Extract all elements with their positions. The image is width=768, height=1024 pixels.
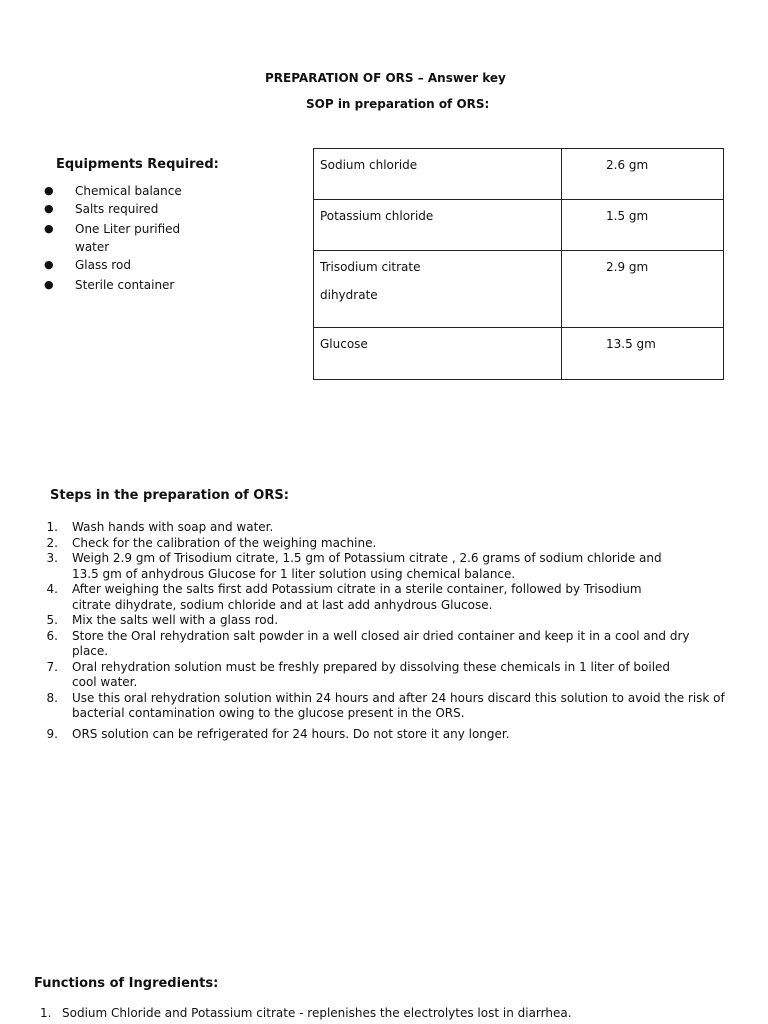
ingredients-table — [313, 148, 724, 380]
functions-heading: Functions of Ingredients: — [34, 976, 219, 991]
bullet-icon: ● — [44, 202, 54, 215]
list-item: 8. Use this oral rehydration solution within 24 hours and after 24 hours discard this solution to avoid the risk of bacterial contamination owing to the glucose present in the ORS. — [40, 691, 757, 722]
step-number: 9. — [46, 726, 58, 741]
document-subtitle: SOP in preparation of ORS: — [306, 97, 490, 111]
table-row — [314, 200, 724, 251]
ingredient-name: Potassium chloride — [314, 200, 562, 251]
step-number: 8. — [46, 690, 58, 705]
list-item: 3. Weigh 2.9 gm of Trisodium citrate, 1.5 gm of Potassium citrate , 2.6 grams of sodium chloride and 13.5 gm of anhydrous Glucose for 1 liter solution using chemical balance. — [40, 551, 672, 582]
list-item: ● Glass rod — [44, 258, 131, 272]
ingredient-amount: 2.6 gm — [562, 149, 724, 200]
step-number: 6. — [46, 628, 58, 643]
document-title: PREPARATION OF ORS – Answer key — [265, 71, 506, 85]
list-item: 2. Check for the calibration of the weighing machine. — [40, 536, 730, 552]
step-number: 3. — [46, 551, 58, 565]
bullet-icon: ● — [44, 258, 54, 271]
list-item: 1. Sodium Chloride and Potassium citrate - replenishes the electrolytes lost in diarrhea. — [40, 1006, 572, 1020]
bullet-icon: ● — [44, 278, 54, 291]
step-number: 5. — [46, 613, 58, 627]
list-item: 7. Oral rehydration solution must be freshly prepared by dissolving these chemicals in 1 liter of boiled cool water. — [40, 660, 697, 691]
list-item: ● Chemical balance — [44, 184, 182, 198]
list-item: 1. Wash hands with soap and water. — [40, 520, 730, 536]
list-item: 6. Store the Oral rehydration salt powder in a well closed air dried container and keep it in a cool and dry place. — [40, 629, 712, 660]
step-number: 1. — [46, 520, 58, 534]
ingredient-name: Glucose — [314, 328, 562, 380]
table-row — [314, 251, 724, 328]
step-number: 7. — [46, 659, 58, 674]
equipment-heading: Equipments Required: — [56, 157, 219, 172]
ingredient-amount: 13.5 gm — [562, 328, 724, 380]
table-row — [314, 149, 724, 200]
function-number: 1. — [40, 1006, 52, 1020]
list-item: ● One Liter purified water — [44, 222, 181, 254]
list-item: 4. After weighing the salts first add Potassium citrate in a sterile container, followed by Trisodium citrate dihydrate, sodium chloride and at last add anhydrous Glucose. — [40, 582, 672, 613]
step-number: 4. — [46, 582, 58, 596]
steps-list — [40, 520, 730, 742]
ingredient-name: Sodium chloride — [314, 149, 562, 200]
list-item: 9. ORS solution can be refrigerated for 24 hours. Do not store it any longer. — [40, 727, 730, 743]
list-item: ● Salts required — [44, 202, 159, 216]
step-number: 2. — [46, 535, 58, 550]
equipment-list — [44, 182, 204, 294]
functions-list — [40, 1005, 740, 1021]
table-row — [314, 328, 724, 380]
bullet-icon: ● — [44, 184, 54, 197]
list-item: 5. Mix the salts well with a glass rod. — [40, 613, 730, 629]
steps-heading: Steps in the preparation of ORS: — [50, 488, 289, 503]
ingredient-name: Trisodium citrate dihydrate — [314, 251, 562, 328]
ingredient-amount: 2.9 gm — [562, 251, 724, 328]
bullet-icon: ● — [44, 222, 54, 235]
ingredient-amount: 1.5 gm — [562, 200, 724, 251]
list-item: ● Sterile container — [44, 278, 175, 292]
